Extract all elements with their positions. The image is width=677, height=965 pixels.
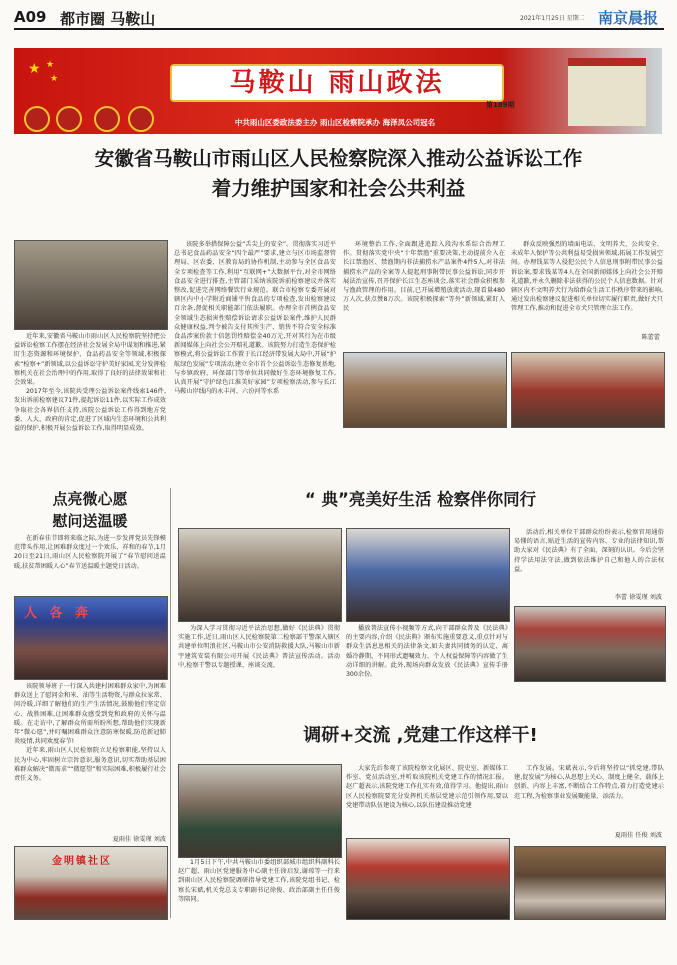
paragraph: 近年来,雨山区人民检察院立足检察职能,坚持以人民为中心,牢固树立宗旨意识,服务意识,切实帮助基层困难群众解决“微需求”“微愿望”和实际困难,积极履行社会责任义务。 — [14, 747, 166, 783]
header-rule — [14, 28, 664, 30]
inspection-photo — [14, 240, 168, 330]
article2-credit: 夏雨佳 徐雯瑾 刘波 — [112, 836, 166, 843]
page-number: A09 — [14, 8, 47, 26]
booth-photo — [511, 352, 665, 428]
photo-banner-text: 人 各 奔 — [24, 606, 93, 621]
article4-col3: 工作发展。宋斌表示,今后将坚持以“抓党建,带队建,促发展”为核心,从思想上关心、制度上健全、载体上创新、内容上丰富,不断结合工作特点,着力打造党建示范工程,为检察事业发展聚能量、添活力。 — [514, 765, 664, 800]
banner-subtitle: 中共雨山区委政法委主办 雨山区检察院承办 海泽凤公司冠名 — [234, 118, 436, 127]
building-photo — [568, 58, 646, 126]
article4-credit: 夏雨佳 任俊 刘波 — [614, 832, 662, 839]
article3-col3: 活动后,相关单位干部群众纷纷表示,检察官用通俗易懂的语言,贴近生活的宣传内容、专业的法律知识,帮助大家对《民法典》有了全面、深刻的认识。今后会坚持学法用法守法,做到依法维护自己和他人的合法权益。 — [514, 529, 664, 573]
article2-intro: 在新春佳节即将来临之际,为进一步发挥党员先锋模范带头作用,让困难群众度过一个欢乐、祥和的春节,1月20日至21日,雨山区人民检察院开展了“春节慰问送温暖,扶贫帮困暖人心”春节送温暖主题党日活动。 — [14, 535, 166, 570]
exhibit-photo — [346, 838, 510, 920]
article2-title — [14, 488, 166, 532]
procuratorate-emblem-icon — [94, 106, 120, 132]
article3-col1: 为深入学习贯彻习近平法治思想,做好《民法典》贯彻实施工作,近日,雨山区人民检察院第二检察部干警深入辖区共建单位明浪社区,马鞍山市公安消防救援大队,马鞍山市新宇建筑安装有限公司开展《民法典》普法宣传活动。活动中,检察干警以专题授课、座谈交流、 — [178, 625, 340, 669]
column-divider — [170, 488, 171, 918]
section-title: 都市圈 马鞍山 — [60, 10, 156, 28]
lecture-photo-1 — [178, 528, 342, 622]
article3-title: “ 典”亮美好生活 检察伴你同行 — [304, 490, 537, 509]
article1-col3: 环境整治工作,全面跟进追踪入段沟水系综合治理工作。贯彻落实党中央“十年禁渔”重要决策,主动提前介入在长江禁渔区、禁渔期内非法捕捞水产品案件4件5人,对非法捕捞水产品的全案等人提起刑事附带民事公益诉讼,同步开展法治宣传,召开保护长江生态座谈会,落实社会群众积极参与渔政管理的作用。目前,已开展增殖放流活动,现看量480万人次,获点赞8万次。该院积极探索“等外”新领域,紧盯人民 — [343, 241, 505, 313]
headline-line-2: 着力维护国家和社会公共利益 — [211, 177, 466, 200]
bookshelf-photo — [514, 846, 666, 920]
article-headline — [10, 144, 667, 204]
star-icon: ★ — [46, 60, 55, 70]
newspaper-logo: 南京晨报 — [598, 9, 659, 27]
article4-title: 调研+交流 ,党建工作这样干! — [303, 725, 538, 746]
article4-col2: 大家先后参观了该院检察文化展区、院史室、新媒体工作室、党员活动室,并听取该院机关党建工作的情况汇报。赵广超表示,该院党建工作扎实有效,值得学习。他提出,雨山区人民检察院要充分发挥机关基层党建示范引领作用,要以党建带动队伍建设为核心,以队伍建设推动党建 — [346, 765, 508, 809]
outreach-photo — [343, 352, 507, 428]
meeting-room-photo — [514, 606, 666, 682]
issue-badge: 第189期 — [486, 101, 515, 109]
lecture-photo-2 — [346, 528, 510, 622]
paragraph: 2017年至今,该院共受理公益诉讼案件线索146件,发出诉前检察建议71件,提起诉讼11件,以实际工作成效争取社会各界信任支持,该院公益诉讼工作得到地方党委、人大、政府的肯定,促进了区域内生态环境和公共利益的保护,积极开展公益诉讼工作,取得明显成效。 — [14, 388, 166, 433]
star-icon: ★ — [50, 74, 59, 84]
article3-col2: 播放普法宣传小视频等方式,向干部群众普及《民法典》的主要内容,介绍《民法典》颁布实施重要意义,重点针对与群众生活息息相关的法律条文,如夫妻共同债务的认定、离婚冷静期、不同形式遗嘱效力、个人权益保障等内容做了生动详细的讲解。此外,现场向群众发放《民法典》宣传手册300余份。 — [346, 625, 508, 679]
issue-date: 2021年1月25日 星期二 — [520, 15, 585, 22]
headline-line-1: 安徽省马鞍山市雨山区人民检察院深入推动公益诉讼工作 — [94, 147, 583, 170]
conference-photo — [178, 764, 342, 858]
star-icon: ★ — [28, 61, 41, 77]
article1-col1 — [14, 332, 166, 500]
title-line-1: 点亮微心愿 — [52, 490, 128, 508]
banner-title: 马鞍山 雨山政法 — [170, 64, 504, 102]
police-emblem-icon — [24, 106, 50, 132]
building-sign-text: 金明镇社区 — [52, 856, 112, 867]
paragraph: 该院领导班子一行深入共建村困难群众家中,为困难群众送上了慰问金和米、油等生活物资,与群众拉家常、问冷暖,详细了解他们的生产生活情况,鼓励他们坚定信心、战胜困难,让困难群众感受到党和政府的关怀与温暖。在走访中,了解群众所需所盼所想,帮助他们实现新年“微心愿”,并叮嘱困难群众注意防寒保暖,防范新冠肺炎疫情,共同欢度春节! — [14, 683, 166, 746]
article1-credit: 陈蕾蕾 — [641, 334, 660, 341]
article4-col1: 1月5日下午,中共马鞍山市委组织部城市组织科副科长赵广超、雨山区党建服务中心副主任徐启发,谢琼等一行来到雨山区人民检察院调研指导党建工作,该院党组书记、检察长宋斌,机关党总支专职副书记徐俊、政治部副主任任俊等陪同。 — [178, 859, 340, 903]
paragraph: 近年来,安徽省马鞍山市雨山区人民检察院坚持把公益诉讼检察工作摆在经济社会发展全局中谋划和推进,紧盯生态资源和环境保护、食品药品安全等领域,积极探索“检察+”新领域,以公益诉讼守护美好家园,充分发挥检察机关在社会治理中的作用,取得了良好的法律效果和社会效果。 — [14, 333, 166, 387]
article2-body — [14, 682, 166, 834]
article3-credit: 李蕾 徐雯瑾 刘波 — [614, 594, 662, 601]
article1-col2: 该院多举措保障公益“舌尖上的安全”。贯彻落实习近平总书记食品药品安全“四个最严”要求,建立与区市场监督管理局、区农委、区教育局的协作机制,主动参与全区食品安全专项检查等工作,利用“互联网+”大数据平台,对全市网络食品安全进行排查,主管部门采纳该院诉前检察建议并落实整改,促进完善网络餐饮行业规范。联合市检察专委开展对辖区内中小学附近商铺平售食品的专项检查,发出检察建议百余条,督促相关职能部门依法履职。办理全市首例食品安全领域生态损害性赔偿诉讼请求公益诉讼案件,维护人民群众健康权益,判令被告支付其所生产、销售不符合安全标准食品涉案价款十倍惩罚性赔偿金40万元,开对其行为在市级新闻媒体上向社会公开赔礼道歉。该院努力打造生态保护检察模式,将公益诉讼工作置于长江经济带发展大局中,开展“护航绿色发展”专项活动,建立全市首个公益诉讼生态修复基地,与乡镇政府、环保部门等单位共同做好生态环境修复工作,认真开展“守护绿色江淮美好家园”专项检察活动,参与长江马鞍山岸线内的永丰河、六汾河等水系 — [174, 241, 336, 396]
court-emblem-icon — [56, 106, 82, 132]
justice-emblem-icon — [128, 106, 154, 132]
title-line-2: 慰问送温暖 — [52, 512, 128, 530]
article1-col4: 群众反映强烈的墙面电话、文明养犬、公共安全、未成年人保护等公共利益易受损害领域,拓展工作发展空间。办理钱某等人侵犯公民个人信息刑事附带民事公益诉讼案,要求钱某等4人在全国新闻媒体上向社会公开赔礼道歉,并永久删除非法获得的公民个人信息数据。针对辖区内不文明养犬行为给群众生活工作秩序带来的影响,通过发出检察建议促进相关单位切实履行职责,做好犬只管理工作,推动和促进全市犬只管理立法工作。 — [511, 241, 663, 313]
